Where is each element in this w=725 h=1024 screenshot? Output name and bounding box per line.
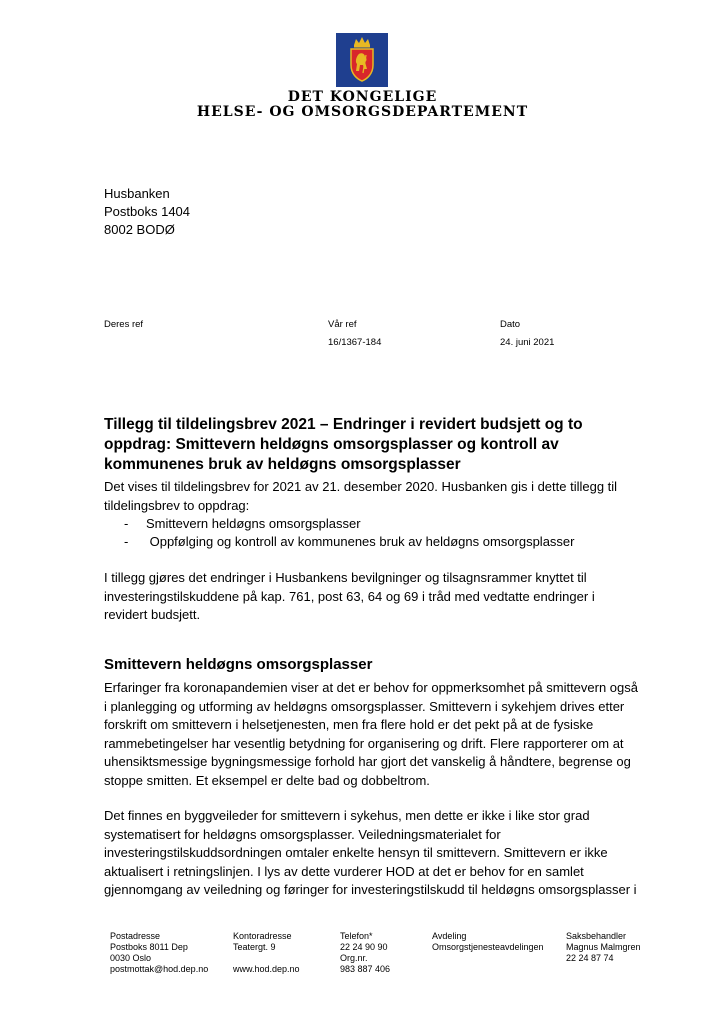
paragraph-line: forskrift om smittevern i helsetjenesten, men fra flere hold er det pekt på at de fysiske [104,717,594,732]
coat-of-arms-logo [336,33,388,87]
recipient-name: Husbanken [104,186,170,201]
footer-line [233,953,300,964]
bullet-dash: - [124,534,129,549]
footer-line: Org.nr. [340,953,368,963]
paragraph-line: rammebetingelser har vesentlig betydning for organisering og drift. Flere rapporterer om at [104,735,624,751]
footer-line: 22 24 90 90 [340,942,388,952]
footer-line: 983 887 406 [340,964,391,974]
title-line: kommunenes bruk av heldøgns omsorgsplasser [104,456,461,473]
bullet-text: Oppfølging og kontroll av kommunenes bruk av heldøgns omsorgsplasser [146,534,575,549]
paragraph-line: I tillegg gjøres det endringer i Husbankens bevilgninger og tilsagnsrammer knyttet til [104,570,587,585]
bullet-item [124,533,575,552]
title-line: oppdrag: Smittevern heldøgns omsorgsplasser og kontroll av [104,436,559,453]
department-name-line2: HELSE- OG OMSORGSDEPARTEMENT [196,104,529,120]
footer-label: Avdeling [432,931,467,941]
section-paragraph-1 [104,679,664,790]
paragraph-line: Det finnes en byggveileder for smittevern i sykehus, men dette er ikke i like stor grad [104,808,590,823]
budget-paragraph [104,569,664,625]
date-label: Dato [500,319,521,330]
paragraph-line: Det vises til tildelingsbrev for 2021 av 21. desember 2020. Husbanken gis i dette tillegg til [104,479,618,494]
footer-website: www.hod.dep.no [233,964,300,974]
paragraph-line: revidert budsjett. [104,607,201,622]
paragraph-line: tildelingsbrev to oppdrag: [104,497,250,513]
bullet-dash: - [124,516,129,531]
section-paragraph-2 [104,807,664,900]
footer-phone [340,931,390,975]
paragraph-line: Erfaringer fra koronapandemien viser at det er behov for oppmerksomhet på smittevern også [104,680,638,695]
footer-label: Telefon* [340,931,373,941]
paragraph-line: investeringstilskuddsordningen omtaler enkelte hensyn til smittevern. Smittevern er ikke [104,845,608,860]
date-value: 24. juni 2021 [500,337,555,348]
intro-paragraph [104,478,664,515]
footer-office-address [233,931,300,975]
footer-postal-address [110,931,208,975]
footer-label: Saksbehandler [566,931,627,941]
recipient-street: Postboks 1404 [104,204,191,219]
footer-line: Omsorgstjenesteavdelingen [432,942,544,952]
footer-email: postmottak@hod.dep.no [110,964,209,974]
footer-case-officer [566,931,641,964]
var-ref-value: 16/1367-184 [328,337,382,348]
recipient-address [104,185,190,239]
bullet-item [124,515,361,534]
footer-line: Teatergt. 9 [233,942,276,952]
footer-label: Kontoradresse [233,931,292,941]
paragraph-line: stoppe smitten. Et eksempel er delte bad og dobbeltrom. [104,772,430,788]
footer-department [432,931,544,953]
title-line: Tillegg til tildelingsbrev 2021 – Endringer i revidert budsjett og to [104,416,583,433]
paragraph-line: investeringstilskuddene på kap. 761, post 63, 64 og 69 i tråd med vedtatte endringer i [104,588,595,604]
letter-title [104,415,644,475]
paragraph-line: uhensiktsmessige bygningsmessige forhold har gjort det vanskelig å håndtere, begrense og [104,754,631,769]
footer-line: 22 24 87 74 [566,953,614,963]
paragraph-line: aktualisert i retningslinjen. I lys av dette vurderer HOD at det er behov for en samlet [104,863,584,879]
footer-line: 0030 Oslo [110,953,152,963]
footer-line: Magnus Malmgren [566,942,641,952]
recipient-city: 8002 BODØ [104,222,175,237]
footer-line: Postboks 8011 Dep [110,942,188,952]
paragraph-line: gjennomgang av veiledning og føringer for investeringstilskudd til heldøgns omsorgsplasser i [104,882,637,897]
deres-ref-label: Deres ref [104,319,144,330]
bullet-text: Smittevern heldøgns omsorgsplasser [146,516,361,531]
paragraph-line: i planlegging og utforming av heldøgns omsorgsplasser. Smittevern i sykehjem drives etter [104,698,625,714]
var-ref-label: Vår ref [328,319,357,330]
section-heading: Smittevern heldøgns omsorgsplasser [104,656,373,673]
footer-label: Postadresse [110,931,161,941]
department-name-line1: DET KONGELIGE [287,89,438,105]
paragraph-line: systematisert for heldøgns omsorgsplasser. Veiledningsmaterialet for [104,826,501,842]
